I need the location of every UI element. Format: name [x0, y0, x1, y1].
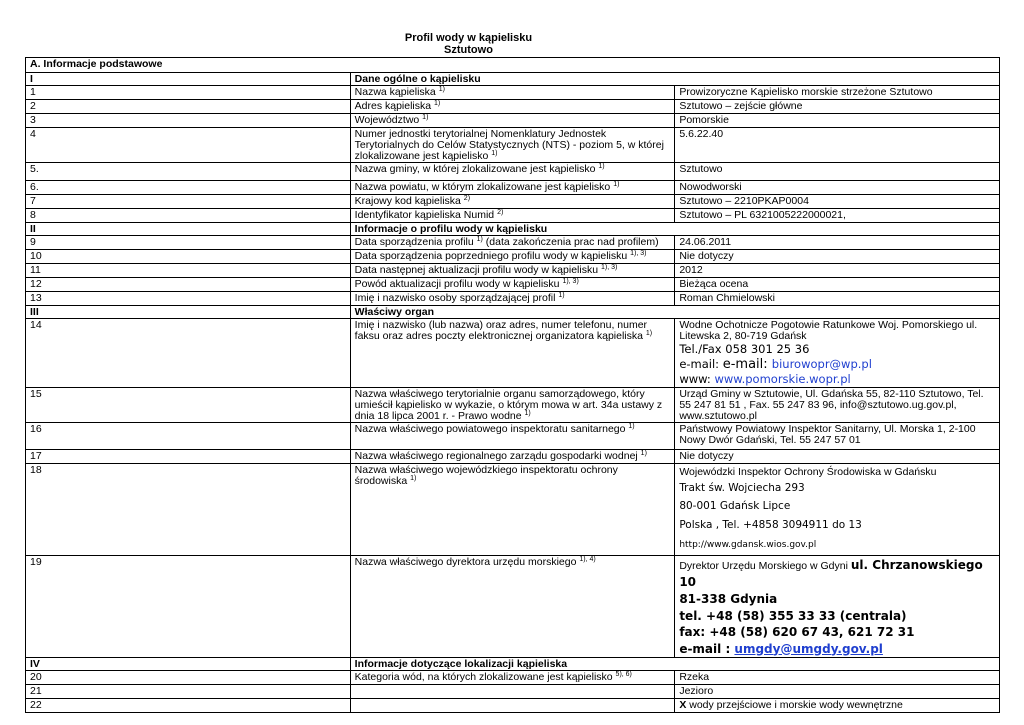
maritime-email-prefix: e-mail : [679, 641, 735, 656]
row-number: 5. [26, 163, 351, 181]
organizer-email [679, 357, 995, 372]
row-label [350, 86, 675, 100]
organizer-phone: Tel./Fax 058 301 25 36 [679, 342, 810, 356]
row-value: Pomorskie [675, 114, 1000, 128]
wios-name: Wojewódzki Inspektor Ochrony Środowiska w Gdańsku [679, 466, 937, 478]
row-number: 2 [26, 100, 351, 114]
section-row [26, 306, 1000, 319]
row-number: 12 [26, 278, 351, 292]
row-number: 22 [26, 699, 351, 713]
maritime-office-phone: tel. +48 (58) 355 33 33 (centrala) [679, 608, 907, 623]
row-label [350, 556, 675, 658]
section-title: Właściwy organ [350, 306, 999, 319]
row-label [350, 181, 675, 195]
row-label [350, 450, 675, 464]
label-text: Krajowy kod kąpieliska [354, 195, 461, 207]
label-text: Powód aktualizacji profilu wody w kąpielisku [354, 278, 560, 290]
table-row [26, 423, 1000, 450]
footnote-ref: 1) [628, 423, 635, 430]
row-label [350, 100, 675, 114]
row-number: 20 [26, 671, 351, 685]
table-row [26, 195, 1000, 209]
row-value: 24.06.2011 [675, 236, 1000, 250]
row-label [350, 319, 675, 388]
label-text: Nazwa właściwego wojewódzkiego inspektoratu ochrony środowiska [354, 464, 618, 487]
row-value: Rzeka [675, 671, 1000, 685]
table-row [26, 250, 1000, 264]
subtitle-line: Sztutowo [444, 44, 493, 56]
label-text: Imię i nazwisko osoby sporządzającej profil [354, 292, 556, 304]
organizer-name: Wodne Ochotnicze Pogotowie Ratunkowe Woj. Pomorskiego ul. Litewska 2, 80-719 Gdańsk [679, 319, 978, 342]
table-row [26, 464, 1000, 556]
row-label [350, 163, 675, 181]
label-text: Kategoria wód, na których zlokalizowane jest kąpielisko [354, 671, 613, 683]
row-value: Urząd Gminy w Sztutowie, Ul. Gdańska 55, 82-110 Sztutowo, Tel. 55 247 81 51 , Fax. 55 247 83 96, info@sztutowo.ug.gov.pl, www.sztutowo.pl [675, 388, 1000, 423]
row-number: 17 [26, 450, 351, 464]
table-row [26, 699, 1000, 713]
footnote-ref: 1) [640, 450, 647, 457]
label-text: Data sporządzenia poprzedniego profilu wody w kąpielisku [354, 250, 628, 262]
row-value: Bieżąca ocena [675, 278, 1000, 292]
profile-table [25, 57, 1000, 713]
row-number: 7 [26, 195, 351, 209]
wios-contact [675, 464, 1000, 556]
footnote-ref: 1), 3) [630, 250, 647, 257]
row-value: Sztutowo [675, 163, 1000, 181]
section-row [26, 658, 1000, 671]
row-number: 16 [26, 423, 351, 450]
maritime-office-city: 81-338 Gdynia [679, 592, 778, 606]
row-value: Prowizoryczne Kąpielisko morskie strzeżone Sztutowo [675, 86, 1000, 100]
table-row [26, 128, 1000, 163]
row-value: 2012 [675, 264, 1000, 278]
www-link[interactable]: www.pomorskie.wopr.pl [714, 372, 851, 386]
row-number: 18 [26, 464, 351, 556]
row-value: Nie dotyczy [675, 450, 1000, 464]
wios-city: 80-001 Gdańsk Lipce [679, 500, 791, 512]
section-a-header: A. Informacje podstawowe [26, 58, 1000, 73]
row-label [350, 685, 675, 699]
label-text: Identyfikator kąpieliska Numid [354, 209, 495, 221]
table-row [26, 209, 1000, 223]
row-label [350, 423, 675, 450]
row-value: 5.6.22.40 [675, 128, 1000, 163]
row-value: Sztutowo – 2210PKAP0004 [675, 195, 1000, 209]
row-label [350, 114, 675, 128]
footnote-ref: 5), 6) [615, 671, 632, 678]
row-value [675, 699, 1000, 713]
footnote-ref: 1) [491, 150, 498, 157]
label-text: Nazwa właściwego powiatowego inspektoratu sanitarnego [354, 423, 626, 435]
wios-phone [679, 516, 995, 555]
section-a-row [26, 58, 1000, 73]
www-prefix: www: [679, 372, 715, 386]
row-value: Nowodworski [675, 181, 1000, 195]
row-label [350, 236, 675, 250]
email-link[interactable]: biurowopr@wp.pl [771, 357, 872, 371]
row-label [350, 292, 675, 306]
label-text: Imię i nazwisko (lub nazwa) oraz adres, numer telefonu, numer faksu oraz adres poczty elektronicznej organizatora kąpieliska [354, 319, 648, 342]
label-text: Nazwa kąpieliska [354, 86, 436, 98]
table-row [26, 685, 1000, 699]
maritime-office-fax: fax: +48 (58) 620 67 43, 621 72 31 [679, 625, 915, 639]
email-prefix: e-mail: [679, 357, 723, 371]
label-suffix: (data zakończenia prac nad profilem) [482, 236, 659, 248]
footnote-ref: 1) [410, 475, 417, 482]
wios-street: Trakt św. Wojciecha 293 [679, 482, 805, 494]
row-label [350, 278, 675, 292]
footnote-ref: 1) [598, 163, 605, 170]
footnote-ref: 1) [613, 181, 620, 188]
label-text: Nazwa właściwego terytorialnie organu samorządowego, który umieścił kąpielisko w wykazie, o którym mowa w art. 34a ustawy z dnia 18 lipca 2001 r. - Prawo wodne [354, 388, 663, 422]
footnote-ref: 1) [476, 236, 483, 243]
row-number: 21 [26, 685, 351, 699]
row-label [350, 671, 675, 685]
footnote-ref: 2) [463, 195, 471, 202]
table-row [26, 264, 1000, 278]
section-title: Dane ogólne o kąpielisku [350, 73, 999, 86]
row-number: 11 [26, 264, 351, 278]
row-label [350, 128, 675, 163]
row-number: 4 [26, 128, 351, 163]
label-text: Data sporządzenia profilu [354, 236, 474, 248]
organizer-contact [675, 319, 1000, 388]
label-text: Numer jednostki terytorialnej Nomenklatury Jednostek Terytorialnych do Celów Statystycznych (NTS) - poziom 5, w której zlokalizowane jest kąpielisko [354, 128, 664, 162]
email-label: e-mail: [722, 357, 772, 372]
row-value: Państwowy Powiatowy Inspektor Sanitarny, Ul. Morska 1, 2-100 Nowy Dwór Gdański, Tel. 55 247 57 01 [675, 423, 1000, 450]
label-text: Nazwa powiatu, w którym zlokalizowane jest kąpielisko [354, 181, 611, 193]
maritime-office-title: Dyrektor Urzędu Morskiego w Gdyni [679, 560, 851, 572]
table-row [26, 388, 1000, 423]
label-text: Województwo [354, 114, 420, 126]
row-number: I [26, 73, 351, 86]
footnote-ref: 1) [558, 292, 565, 299]
table-row [26, 450, 1000, 464]
row-number: II [26, 223, 351, 236]
footnote-ref: 1), 3) [600, 264, 618, 271]
row-label [350, 209, 675, 223]
label-text: Nazwa właściwego regionalnego zarządu gospodarki wodnej [354, 450, 638, 462]
maritime-office-name [679, 557, 995, 591]
maritime-office-email [679, 641, 995, 658]
title-line: Profil wody w kąpielisku [404, 32, 533, 44]
row-number: 15 [26, 388, 351, 423]
row-value: Sztutowo – PL 6321005222000021, [675, 209, 1000, 223]
row-number: IV [26, 658, 351, 671]
row-number: 10 [26, 250, 351, 264]
footnote-ref: 1) [438, 86, 445, 93]
document-title [0, 32, 937, 56]
value-text: wody przejściowe i morskie wody wewnętrzne [686, 699, 903, 711]
label-text: Nazwa gminy, w której zlokalizowane jest kąpielisko [354, 163, 596, 175]
selected-mark: X [679, 699, 687, 711]
maritime-office-street: ul. Chrzanowskiego 10 [679, 558, 983, 589]
footnote-ref: 1) [422, 114, 429, 121]
row-label [350, 264, 675, 278]
row-number: 9 [26, 236, 351, 250]
organizer-www [679, 372, 995, 387]
label-text: Adres kąpieliska [354, 100, 432, 112]
footnote-ref: 1) [434, 100, 441, 107]
row-value: Nie dotyczy [675, 250, 1000, 264]
row-number: 1 [26, 86, 351, 100]
table-row [26, 278, 1000, 292]
footnote-ref: 1) [645, 330, 653, 337]
table-row [26, 292, 1000, 306]
row-value: Jezioro [675, 685, 1000, 699]
row-label [350, 464, 675, 556]
footnote-ref: 1), 4) [579, 556, 596, 563]
footnote-ref: 2) [497, 209, 504, 216]
row-number: III [26, 306, 351, 319]
row-number: 19 [26, 556, 351, 658]
table-row [26, 556, 1000, 658]
row-number: 8 [26, 209, 351, 223]
table-row [26, 236, 1000, 250]
row-value: Roman Chmielowski [675, 292, 1000, 306]
row-label [350, 388, 675, 423]
section-title: Informacje o profilu wody w kąpielisku [350, 223, 999, 236]
row-label [350, 195, 675, 209]
label-text: Nazwa właściwego dyrektora urzędu morskiego [354, 556, 577, 568]
row-label [350, 699, 675, 713]
section-row [26, 223, 1000, 236]
row-number: 13 [26, 292, 351, 306]
label-text: Data następnej aktualizacji profilu wody w kąpielisku [354, 264, 599, 276]
table-row [26, 319, 1000, 388]
row-value: Sztutowo – zejście główne [675, 100, 1000, 114]
table-row [26, 86, 1000, 100]
table-row [26, 163, 1000, 181]
wios-phone-text: Polska , Tel. +4858 3094911 do 13 [679, 519, 862, 531]
table-row [26, 671, 1000, 685]
maritime-office-contact [675, 556, 1000, 658]
table-row [26, 100, 1000, 114]
row-number: 3 [26, 114, 351, 128]
section-title: Informacje dotyczące lokalizacji kąpieliska [350, 658, 999, 671]
row-number: 14 [26, 319, 351, 388]
table-row [26, 114, 1000, 128]
footnote-ref: 1) [524, 410, 531, 417]
row-number: 6. [26, 181, 351, 195]
table-row [26, 181, 1000, 195]
section-row [26, 73, 1000, 86]
footnote-ref: 1), 3) [562, 278, 579, 285]
row-label [350, 250, 675, 264]
wios-website[interactable]: http://www.gdansk.wios.gov.pl [679, 540, 817, 550]
maritime-email-link[interactable]: umgdy@umgdy.gov.pl [734, 641, 883, 656]
